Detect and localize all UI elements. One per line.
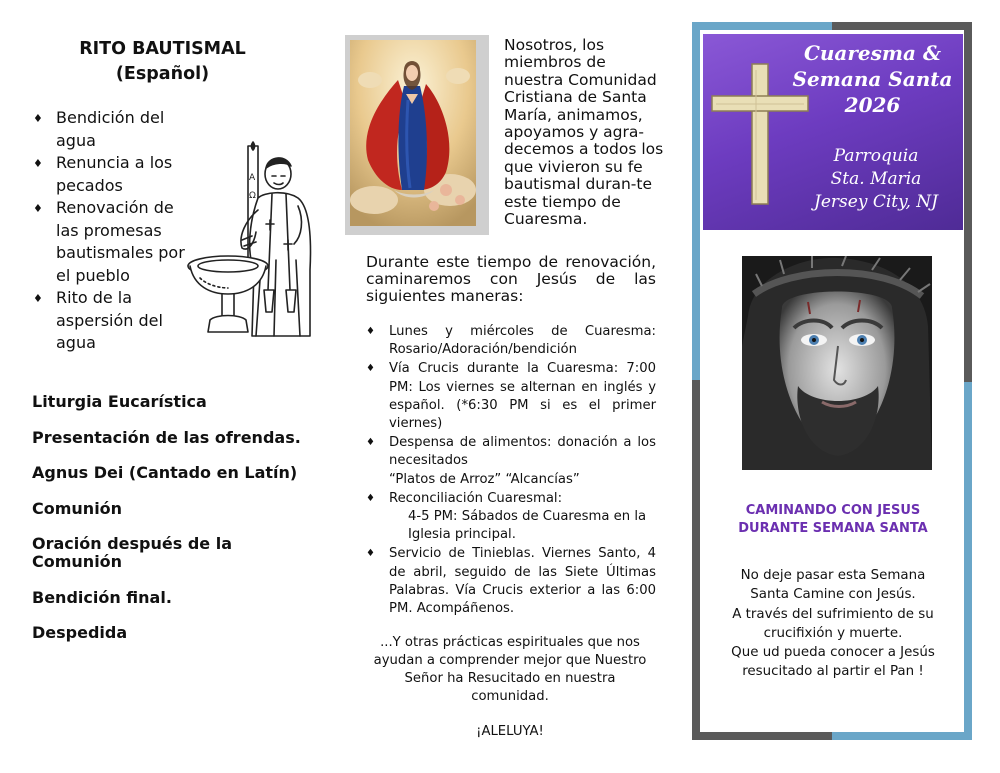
rite-item: ♦ Bendición del agua [30,107,190,152]
cover-title [780,40,965,118]
cover-title-line2: Semana Santa [792,67,953,91]
practice-item [366,434,656,489]
practice-item: ♦ Lunes y miércoles de Cuaresma: Rosario/Adoración/bendición [366,323,656,359]
renewal-intro [366,254,656,305]
rite-title-line1: RITO BAUTISMAL [79,39,246,59]
jesus-portrait [742,256,932,470]
invitation-line: No deje pasar esta Semana [740,568,926,583]
practice-text: Reconciliación Cuaresmal: [389,490,563,506]
practice-item [366,490,656,545]
virgin-mary-painting [350,40,476,226]
invitation-line: Santa Camine con Jesús. [750,587,916,603]
invitation-text [703,566,963,682]
parish-line3: Jersey City, NJ [814,192,938,212]
invitation-line: resucitado al partir el Pan ! [742,664,924,680]
lenten-practices-list [366,323,656,619]
other-practices-note: ...Y otras prácticas espirituales que nos ayudan a comprender mejor que Nuestro Señor ha Resucitado en nuestra comunidad. [373,635,647,704]
svg-text:A: A [249,173,256,183]
liturgy-item: Bendición final. [32,587,172,607]
parish-line1: Parroquia [833,146,919,166]
priest-baptism-illustration [186,140,318,340]
liturgy-item: Presentación de las ofrendas. [32,427,301,447]
svg-text:Ω: Ω [249,191,256,201]
rite-list [30,107,190,355]
heading-line1: CAMINANDO CON JESUS [745,503,921,518]
practice-item: ♦ Vía Crucis durante la Cuaresma: 7:00 PM: Los viernes se alternan en inglés y español. (*6:30 PM si es el primer viernes) [366,360,656,433]
heading-line2: DURANTE SEMANA SANTA [738,521,928,536]
renewal-intro-line2: caminaremos con Jesús de las [366,270,656,288]
parish-line2: Sta. Maria [830,169,922,189]
liturgy-item: Agnus Dei (Cantado en Latín) [32,463,298,482]
cover-title-line1: Cuaresma & [803,41,942,65]
walking-with-jesus-heading [703,502,963,538]
renewal-intro-line1: Durante este tiempo de renovación, [366,253,656,271]
practice-item: ♦ Servicio de Tinieblas. Viernes Santo, 4 de abril, seguido de las Siete Últimas Palabras. Vía Crucis exterior a las 6:00 PM. Acompáñenos. [366,545,656,618]
intro-paragraph: Nosotros, los miembros de nuestra Comunidad Cristiana de Santa María, animamos, apoyamos y agra-decemos a todos los que vivieron su fe bautismal duran-te este tiempo de Cuaresma. [504,36,664,229]
renewal-intro-line3: siguientes maneras: [366,287,524,305]
aleluya: ¡ALELUYA! [476,724,544,739]
liturgy-item: Comunión [32,498,123,518]
invitation-line: Que ud pueda conocer a Jesús [731,645,935,661]
rite-title [40,37,285,87]
practice-subtext: “Platos de Arroz” “Alcancías” [389,471,580,487]
rite-item: ♦ Rito de la aspersión del agua [30,287,190,355]
liturgy-item: Liturgia Eucarística [32,392,207,411]
invitation-line: crucifixión y muerte. [763,625,903,641]
rite-title-line2: (Español) [115,64,210,84]
practice-text: Despensa de alimentos: donación a los necesitados [389,435,656,469]
rite-item: ♦ Renovación de las promesas bautismales por el pueblo [30,197,190,287]
parish-name [786,145,966,214]
liturgy-item: Oración después de la Comunión [32,534,232,571]
rite-item: ♦ Renuncia a los pecados [30,152,190,197]
liturgy-item: Despedida [32,623,128,642]
invitation-line: A través del sufrimiento de su [732,606,934,622]
practice-subtext: 4-5 PM: Sábados de Cuaresma en la Iglesia principal. [408,509,647,543]
cover-title-line3: 2026 [844,93,901,117]
liturgy-list [32,393,332,660]
